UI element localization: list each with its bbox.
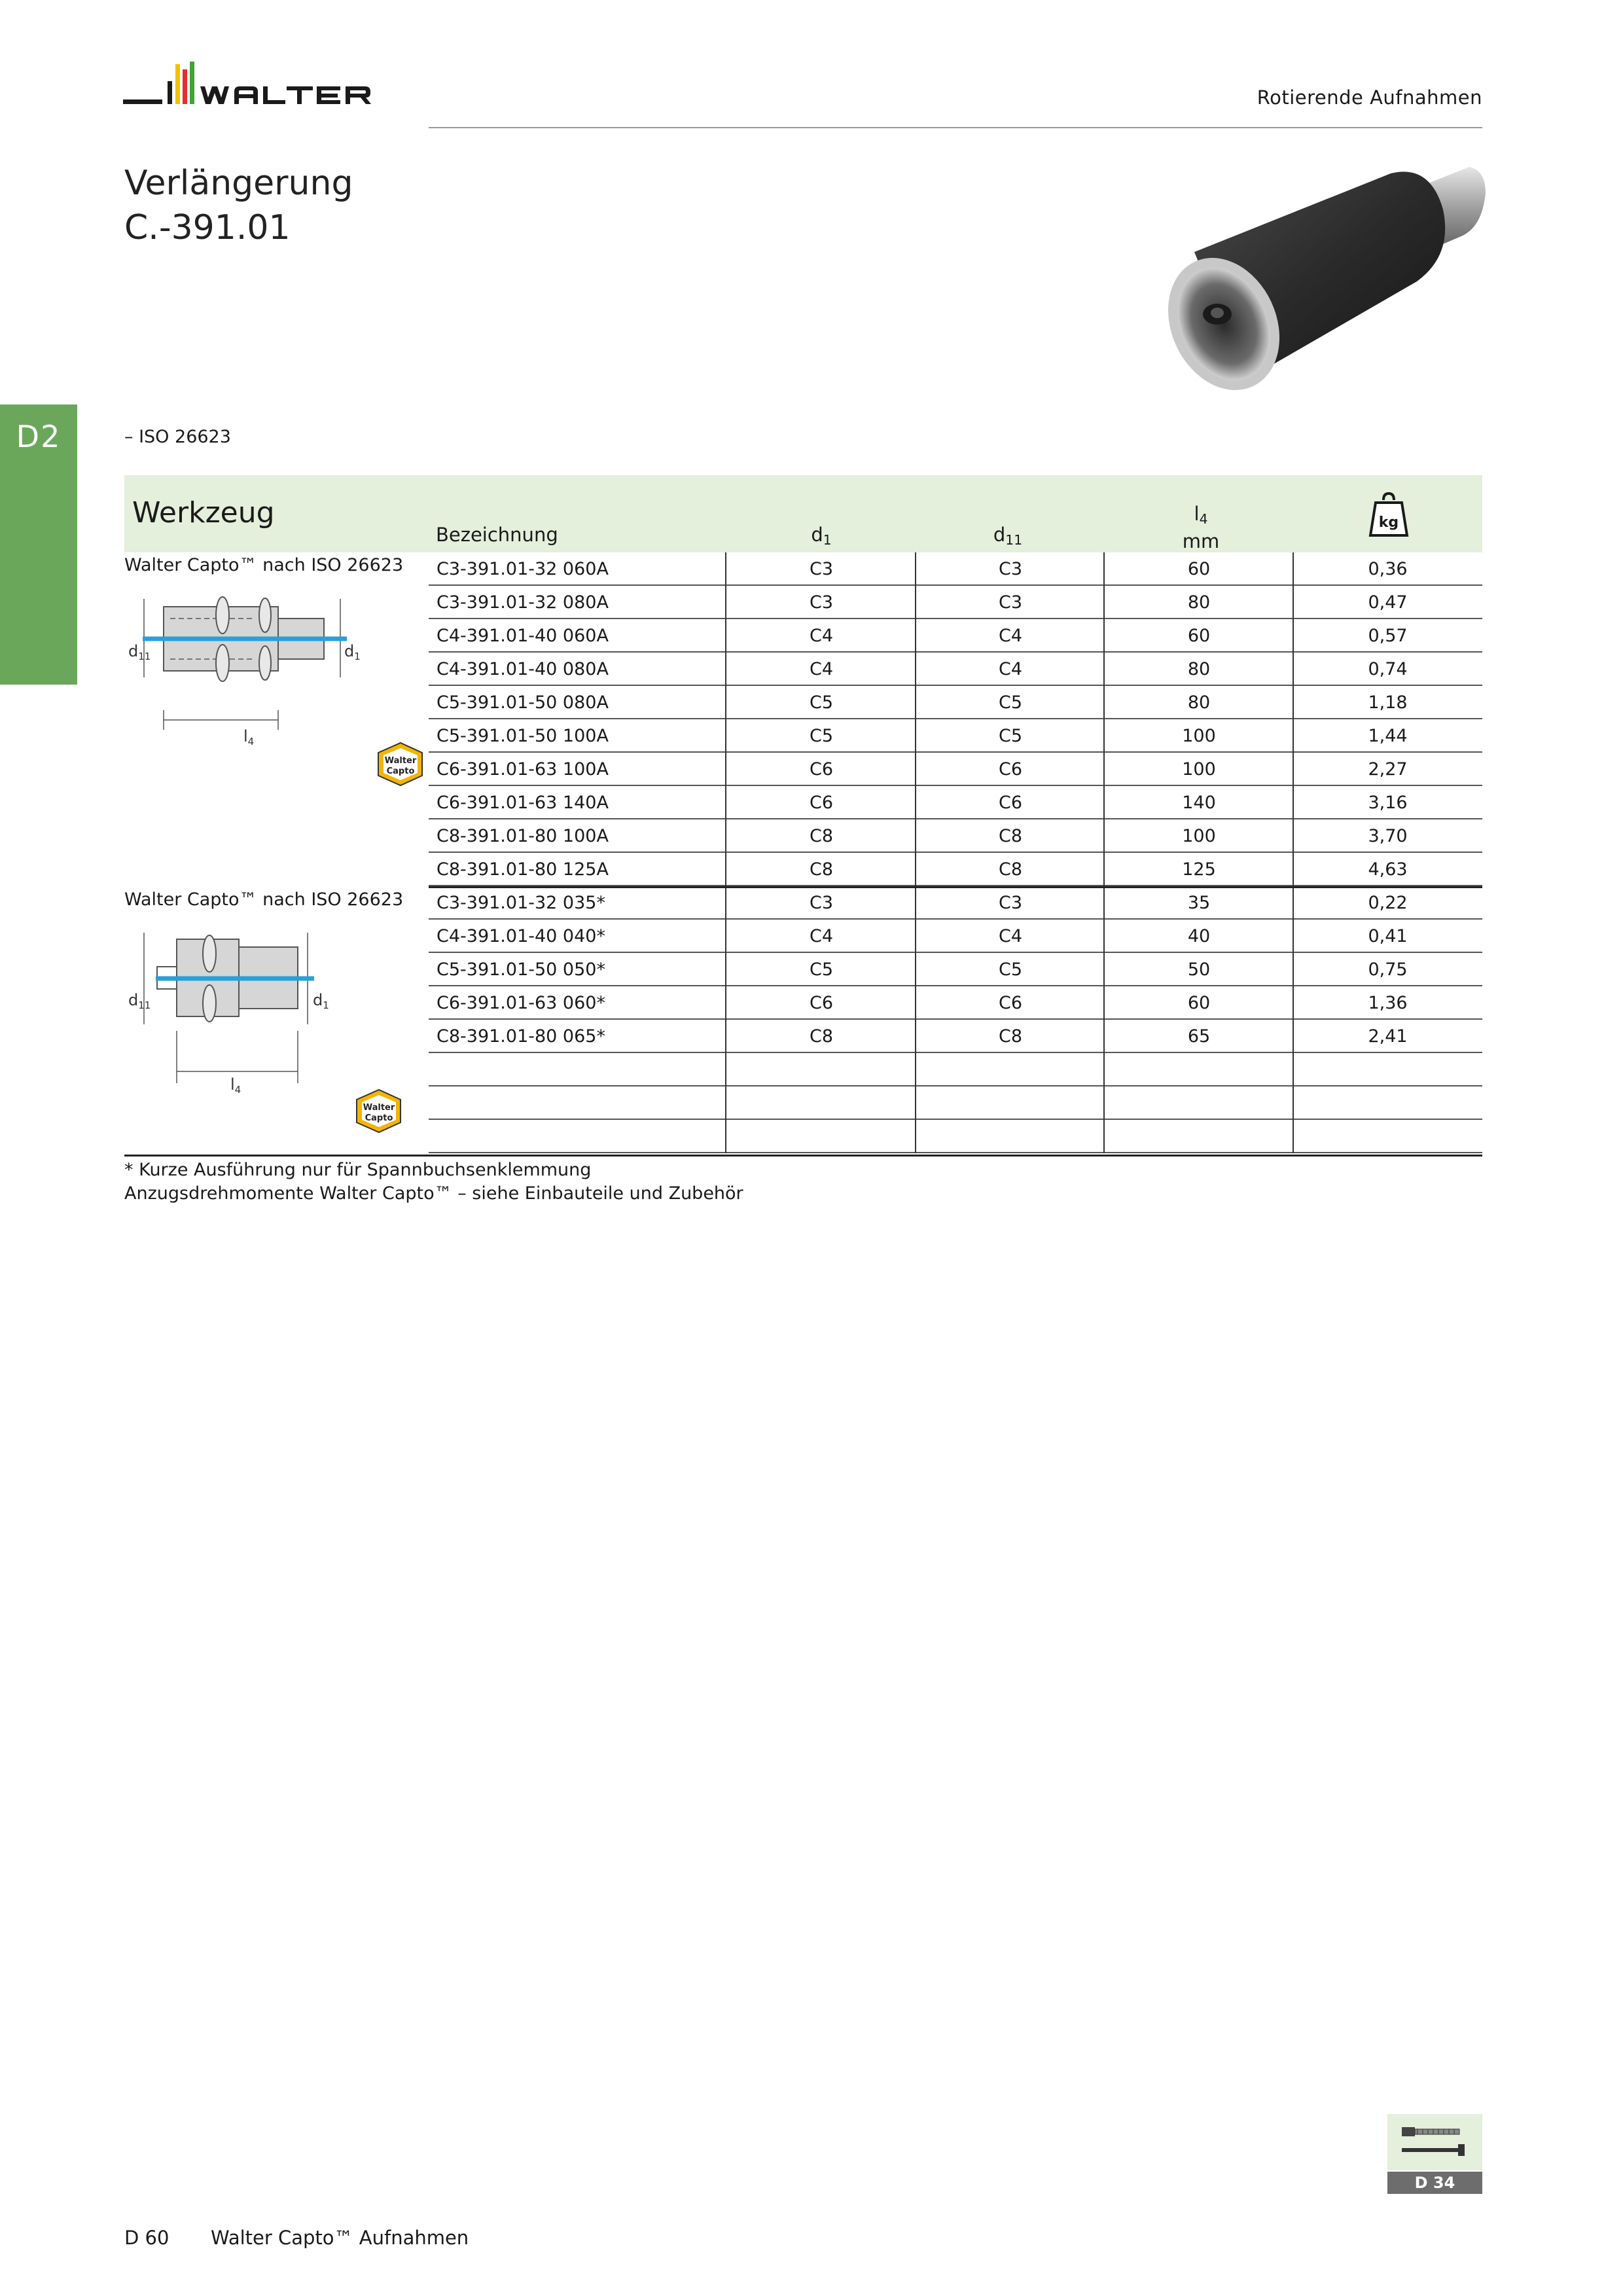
- weight-cell: 3,16: [1368, 793, 1408, 813]
- d11-cell: [916, 1120, 1105, 1153]
- d1-cell: C5: [809, 726, 834, 746]
- capto-badge-line2: Capto: [386, 766, 415, 776]
- table-row: [429, 953, 1482, 986]
- table-row: [429, 886, 1482, 920]
- l4-cell: [1105, 1120, 1293, 1153]
- weight-cell: 0,41: [1368, 926, 1408, 946]
- l4-cell: 125: [1182, 859, 1216, 880]
- table-bottom-rule: [124, 1155, 1482, 1157]
- l4-cell: 40: [1187, 926, 1211, 946]
- d11-cell: C3: [998, 559, 1023, 579]
- weight-cell: 0,47: [1368, 592, 1408, 613]
- designation-cell: C3-391.01-32 060A: [437, 559, 609, 579]
- l4-unit: mm: [1182, 530, 1220, 553]
- weight-cell: 3,70: [1368, 826, 1408, 846]
- walter-logo: [123, 60, 398, 113]
- product-photo: [1155, 157, 1495, 409]
- dim-label-d1: $d_1$: [344, 642, 361, 662]
- group-separator: [429, 886, 1482, 888]
- d1-cell: [726, 1120, 916, 1153]
- technical-drawing-long: [124, 586, 432, 795]
- weight-cell: [1293, 1120, 1482, 1153]
- l4-cell: 100: [1182, 759, 1216, 780]
- d1-cell: C8: [809, 1026, 834, 1047]
- capto-badge-line1: Walter: [384, 756, 417, 766]
- d11-subscript: 11: [1005, 532, 1023, 548]
- l4-cell: [1105, 1053, 1293, 1086]
- table-row: [429, 1086, 1482, 1120]
- designation-cell: [437, 1120, 724, 1153]
- weight-cell: [1293, 1053, 1482, 1086]
- footnote-torque: Anzugsdrehmomente Walter Capto™ – siehe Einbauteile und Zubehör: [124, 1183, 743, 1204]
- tool-label: Werkzeug: [132, 496, 275, 529]
- d11-cell: C6: [998, 759, 1023, 780]
- weight-cell: 1,36: [1368, 993, 1408, 1013]
- l4-cell: 80: [1187, 592, 1211, 613]
- designation-cell: [437, 1053, 724, 1086]
- cross-reference-box[interactable]: [1387, 2114, 1482, 2170]
- d11-cell: C3: [998, 893, 1023, 913]
- designation-cell: [437, 1086, 724, 1120]
- designation-cell: C5-391.01-50 080A: [437, 692, 609, 713]
- d1-cell: C6: [809, 993, 834, 1013]
- column-separator: [725, 552, 726, 1153]
- table-row: [429, 586, 1482, 619]
- d1-cell: C4: [809, 926, 834, 946]
- weight-cell: 0,75: [1368, 960, 1408, 980]
- weight-cell: 2,27: [1368, 759, 1408, 780]
- d11-cell: C3: [998, 592, 1023, 613]
- d11-cell: C5: [998, 726, 1023, 746]
- chapter-tab-label: D2: [16, 419, 62, 454]
- l4-cell: 60: [1187, 559, 1211, 579]
- dim-label-d1: $d_1$: [313, 991, 329, 1011]
- group-label-2: Walter Capto™ nach ISO 26623: [124, 889, 404, 910]
- designation-cell: C4-391.01-40 040*: [437, 926, 605, 946]
- d11-cell: C4: [998, 926, 1023, 946]
- table-row: [429, 552, 1482, 586]
- d1-cell: [726, 1053, 916, 1086]
- weight-cell: 0,22: [1368, 893, 1408, 913]
- technical-drawing-short: [124, 920, 432, 1145]
- page-title: [124, 161, 353, 250]
- d11-cell: C8: [998, 826, 1023, 846]
- table-row: [429, 786, 1482, 819]
- d1-cell: C3: [809, 592, 834, 613]
- d11-cell: C6: [998, 993, 1023, 1013]
- designation-cell: C8-391.01-80 125A: [437, 859, 609, 880]
- weight-icon: [1368, 491, 1410, 538]
- l4-cell: 35: [1187, 893, 1211, 913]
- weight-cell: 4,63: [1368, 859, 1408, 880]
- column-header-d11: [959, 524, 1057, 548]
- column-separator: [1103, 552, 1105, 1153]
- group-label-1: Walter Capto™ nach ISO 26623: [124, 555, 404, 575]
- d1-cell: [726, 1086, 916, 1120]
- column-header-l4: [1152, 503, 1250, 552]
- weight-cell: 0,36: [1368, 559, 1408, 579]
- table-row: [429, 753, 1482, 786]
- page-number: D 60: [124, 2227, 169, 2249]
- d11-cell: C5: [998, 692, 1023, 713]
- designation-cell: C8-391.01-80 100A: [437, 826, 609, 846]
- l4-cell: 65: [1187, 1026, 1211, 1047]
- d1-cell: C5: [809, 692, 834, 713]
- weight-cell: 2,41: [1368, 1026, 1408, 1047]
- dim-label-d11: $d_{11}$: [128, 991, 151, 1011]
- footnote-short-version: * Kurze Ausführung nur für Spannbuchsenklemmung: [124, 1160, 592, 1180]
- d1-symbol: d: [811, 524, 823, 546]
- l4-cell: 60: [1187, 626, 1211, 646]
- column-separator: [1293, 552, 1294, 1153]
- d11-cell: C5: [998, 960, 1023, 980]
- l4-cell: 80: [1187, 692, 1211, 713]
- l4-symbol-line: [1152, 503, 1250, 530]
- column-separator: [915, 552, 916, 1153]
- d1-cell: C3: [809, 893, 834, 913]
- designation-cell: C6-391.01-63 060*: [437, 993, 605, 1013]
- dim-label-l4: $l_4$: [243, 727, 255, 747]
- d11-symbol: d: [993, 524, 1006, 546]
- d1-subscript: 1: [823, 532, 832, 548]
- designation-cell: C5-391.01-50 050*: [437, 960, 605, 980]
- dim-label-d11: $d_{11}$: [128, 642, 151, 662]
- row-divider: [429, 1152, 1482, 1153]
- page-title-line2: C.-391.01: [124, 208, 291, 247]
- d1-cell: C8: [809, 859, 834, 880]
- table-row: [429, 986, 1482, 1020]
- cross-reference-label[interactable]: D 34: [1414, 2174, 1455, 2192]
- weight-cell: 1,44: [1368, 726, 1408, 746]
- l4-cell: 140: [1182, 793, 1216, 813]
- screw-wrench-icon: [1400, 2123, 1469, 2162]
- header-divider: [429, 127, 1482, 128]
- d11-cell: C8: [998, 1026, 1023, 1047]
- weight-cell: 1,18: [1368, 692, 1408, 713]
- table-row: [429, 920, 1482, 953]
- page-title-line1: Verlängerung: [124, 164, 353, 203]
- table-row: [429, 719, 1482, 753]
- d11-cell: C8: [998, 859, 1023, 880]
- table-row: [429, 853, 1482, 886]
- designation-cell: C6-391.01-63 100A: [437, 759, 609, 780]
- l4-cell: 60: [1187, 993, 1211, 1013]
- section-title: Rotierende Aufnahmen: [1257, 86, 1482, 109]
- designation-cell: C4-391.01-40 060A: [437, 626, 609, 646]
- l4-symbol: l: [1194, 503, 1200, 525]
- designation-cell: C5-391.01-50 100A: [437, 726, 609, 746]
- designation-cell: C3-391.01-32 035*: [437, 893, 605, 913]
- table-row: [429, 1053, 1482, 1086]
- d11-cell: C4: [998, 626, 1023, 646]
- l4-cell: [1105, 1086, 1293, 1120]
- d11-cell: C6: [998, 793, 1023, 813]
- d1-cell: C6: [809, 793, 834, 813]
- d11-cell: [916, 1053, 1105, 1086]
- l4-cell: 80: [1187, 659, 1211, 679]
- table-row: [429, 1020, 1482, 1053]
- table-row: [429, 686, 1482, 719]
- iso-standard-note: – ISO 26623: [124, 427, 231, 447]
- capto-badge-line2: Capto: [365, 1113, 393, 1123]
- d1-cell: C5: [809, 960, 834, 980]
- designation-cell: C8-391.01-80 065*: [437, 1026, 605, 1047]
- designation-cell: C4-391.01-40 080A: [437, 659, 609, 679]
- l4-cell: 100: [1182, 826, 1216, 846]
- table-row: [429, 619, 1482, 653]
- dim-label-l4: $l_4$: [230, 1075, 241, 1096]
- column-header-d1: [772, 524, 870, 548]
- d11-cell: C4: [998, 659, 1023, 679]
- d1-cell: C4: [809, 626, 834, 646]
- table-row: [429, 653, 1482, 686]
- d1-cell: C6: [809, 759, 834, 780]
- l4-cell: 50: [1187, 960, 1211, 980]
- d11-cell: [916, 1086, 1105, 1120]
- designation-cell: C3-391.01-32 080A: [437, 592, 609, 613]
- footer-title: Walter Capto™ Aufnahmen: [211, 2227, 469, 2249]
- l4-cell: 100: [1182, 726, 1216, 746]
- d1-cell: C4: [809, 659, 834, 679]
- column-header-designation: Bezeichnung: [436, 524, 558, 546]
- capto-badge-line1: Walter: [363, 1103, 395, 1113]
- weight-cell: 0,57: [1368, 626, 1408, 646]
- weight-icon-label: kg: [1378, 514, 1399, 531]
- table-row: [429, 1120, 1482, 1153]
- l4-subscript: 4: [1199, 511, 1208, 528]
- d1-cell: C8: [809, 826, 834, 846]
- table-row: [429, 819, 1482, 853]
- d1-cell: C3: [809, 559, 834, 579]
- weight-cell: 0,74: [1368, 659, 1408, 679]
- designation-cell: C6-391.01-63 140A: [437, 793, 609, 813]
- weight-cell: [1293, 1086, 1482, 1120]
